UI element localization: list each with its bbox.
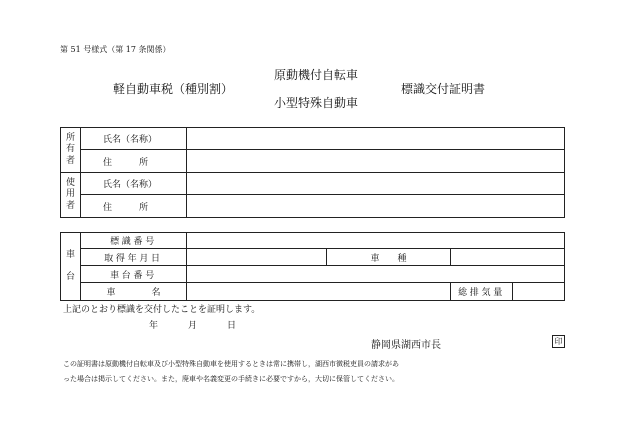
title-certificate: 標識交付証明書 [401, 82, 486, 96]
user-name-field[interactable] [187, 173, 565, 195]
chassis-number-label: 車台番号 [81, 266, 187, 283]
owner-address-label: 住 所 [81, 150, 187, 173]
note-line-2: った場合は掲示してください。また，廃車や名義変更の手続きに必要ですから，大切に保管してください。 [63, 375, 399, 383]
displacement-field[interactable] [513, 283, 565, 301]
year-label: 年 [149, 321, 159, 331]
form-number: 第 51 号様式（第 17 条関係） [60, 45, 171, 54]
issuer-mayor: 静岡県湖西市長 [371, 340, 441, 351]
user-address-field[interactable] [187, 195, 565, 218]
displacement-label: 総排気量 [451, 283, 513, 301]
vehicle-name-label: 車 名 [81, 283, 187, 301]
owner-user-table [60, 127, 565, 218]
certification-statement: 上記のとおり標識を交付したことを証明します。 [63, 305, 261, 315]
plate-number-field[interactable] [187, 233, 565, 249]
owner-address-field[interactable] [187, 150, 565, 173]
owner-name-label: 氏名（名称） [81, 128, 187, 150]
owner-name-field[interactable] [187, 128, 565, 150]
seal-mark: 印 [552, 335, 565, 348]
chassis-number-field[interactable] [187, 266, 565, 283]
user-name-label: 氏名（名称） [81, 173, 187, 195]
vehicle-type-label: 車 種 [327, 249, 451, 266]
note-line-1: この証明書は原動機付自転車及び小型特殊自動車を使用するときは常に携帯し，湖西市徴税吏員の請求があ [63, 360, 399, 368]
vehicle-table [60, 232, 565, 301]
title-vehicle-type-1: 原動機付自転車 [274, 68, 359, 82]
user-group-label: 使 用 者 [61, 173, 81, 218]
user-address-label: 住 所 [81, 195, 187, 218]
acquired-date-field[interactable] [187, 249, 327, 266]
acquired-date-label: 取得年月日 [81, 249, 187, 266]
vehicle-type-field[interactable] [451, 249, 565, 266]
title-tax-name: 軽自動車税（種別割） [113, 82, 234, 96]
day-label: 日 [227, 321, 237, 331]
title-vehicle-type-2: 小型特殊自動車 [274, 96, 359, 110]
issue-date [149, 318, 236, 331]
month-label: 月 [188, 321, 198, 331]
vehicle-name-field[interactable] [187, 283, 451, 301]
plate-number-label: 標識番号 [81, 233, 187, 249]
owner-group-label: 所 有 者 [61, 128, 81, 173]
vehicle-group-label: 車 台 [61, 233, 81, 301]
